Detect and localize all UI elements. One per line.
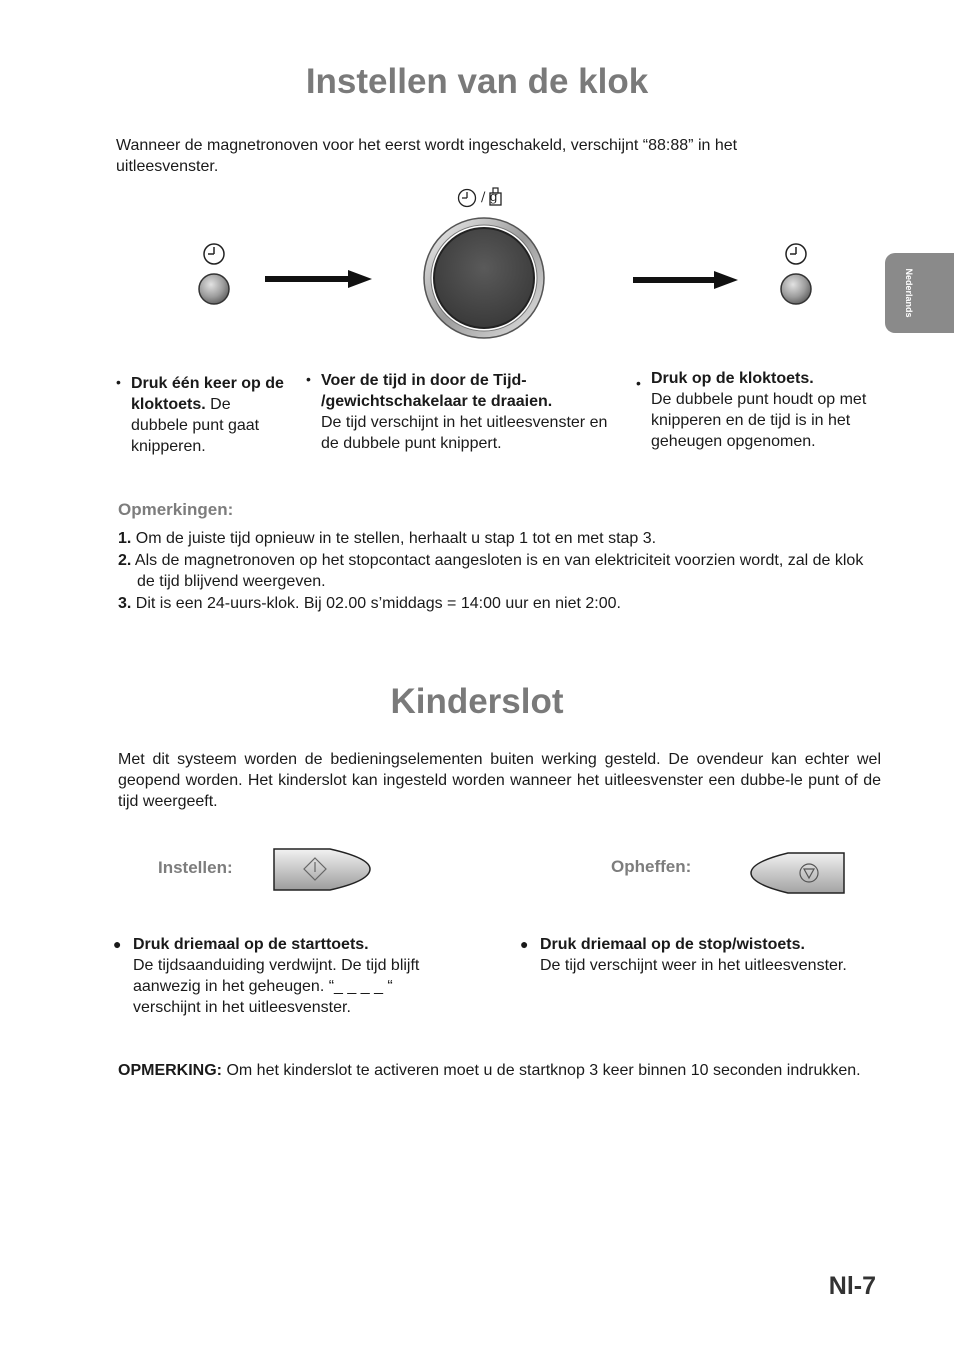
note-item <box>118 528 883 549</box>
clock-step-3-text: De dubbele punt houdt op met knipperen en de tijd is in het geheugen opgenomen. <box>651 391 867 450</box>
note-text: Dit is een 24-uurs-klok. Bij 02.00 s’middags = 14:00 uur en niet 2:00. <box>135 595 621 612</box>
note-number: 1. <box>118 530 132 547</box>
note-item <box>118 593 883 614</box>
stop-button[interactable] <box>748 850 848 896</box>
note-item <box>118 550 883 592</box>
clock-section-title: Instellen van de klok <box>305 62 649 101</box>
clock-step-2-bold: Voer de tijd in door de Tijd- /gewichtschakelaar te draaien. <box>321 372 553 410</box>
clock-icon <box>459 190 476 207</box>
arrow-right-icon <box>633 271 738 289</box>
childlock-note-label: OPMERKING: <box>118 1062 222 1079</box>
time-weight-dial[interactable] <box>424 218 544 338</box>
clock-step-2-text: De tijd verschijnt in het uitleesvenster en de dubbele punt knippert. <box>321 414 608 452</box>
page-number: Nl-7 <box>828 1272 876 1300</box>
childlock-section-title: Kinderslot <box>390 682 564 721</box>
childlock-note <box>118 1060 868 1081</box>
language-tab-label: Nederlands <box>904 268 914 318</box>
clock-button-left[interactable] <box>199 274 229 304</box>
start-button[interactable] <box>272 846 374 894</box>
dial-caption: / g <box>481 190 498 205</box>
clock-intro: Wanneer de magnetronoven voor het eerst wordt ingeschakeld, verschijnt “88:88” in het uitleesvenster. <box>116 137 738 175</box>
set-label: Instellen: <box>158 858 233 877</box>
arrow-right-icon <box>265 270 372 288</box>
clock-step-2: • Voer de tijd in door de Tijd- /gewichtschakelaar te draaien. De tijd verschijnt in het uitleesvenster en de dubbele punt knippert. <box>306 370 616 454</box>
set-step-bold: Druk driemaal op de starttoets. <box>133 936 369 953</box>
note-number: 3. <box>118 595 132 612</box>
cancel-step-text: De tijd verschijnt weer in het uitleesvenster. <box>540 957 847 974</box>
clock-step-1: • Druk één keer op de kloktoets. De dubbele punt gaat knipperen. <box>116 374 284 455</box>
set-step-text: De tijdsaanduiding verdwijnt. De tijd blijft aanwezig in het geheugen. “_ _ _ _ “ verschijnt in het uitleesvenster. <box>133 957 420 1016</box>
clock-step-1-bold: Druk één keer op de kloktoets. <box>131 375 284 413</box>
note-number: 2. <box>118 552 132 569</box>
clock-step-3: • Druk op de kloktoets. De dubbele punt houdt op met knipperen en de tijd is in het geheugen opgenomen. <box>636 368 876 452</box>
clock-setting-diagram <box>0 180 954 350</box>
cancel-label: Opheffen: <box>611 857 692 876</box>
note-text: Als de magnetronoven op het stopcontact aangesloten is en van elektriciteit voorzien wordt, zal de klok de tijd blijvend weergeven. <box>134 552 864 590</box>
cancel-step: ● Druk driemaal op de stop/wistoets. De tijd verschijnt weer in het uitleesvenster. <box>520 934 890 976</box>
clock-icon <box>786 244 806 264</box>
clock-step-3-bold: Druk op de kloktoets. <box>651 370 814 387</box>
clock-icon <box>204 244 224 264</box>
childlock-intro: Met dit systeem worden de bedieningselementen buiten werking gesteld. De ovendeur kan echter wel geopend worden. Het kinderslot kan ingesteld worden wanneer het uitleesvenster een dubbe-le punt of de tijd weergeeft. <box>118 751 881 810</box>
notes-list <box>118 528 883 614</box>
notes-heading: Opmerkingen: <box>118 500 234 519</box>
clock-step-1-text: De dubbele punt gaat knipperen. <box>131 396 260 455</box>
childlock-note-text: Om het kinderslot te activeren moet u de startknop 3 keer binnen 10 seconden indrukken. <box>222 1062 861 1079</box>
note-text: Om de juiste tijd opnieuw in te stellen, herhaalt u stap 1 tot en met stap 3. <box>135 530 657 547</box>
cancel-step-bold: Druk driemaal op de stop/wistoets. <box>540 936 805 953</box>
set-step: ● Druk driemaal op de starttoets. De tijdsaanduiding verdwijnt. De tijd blijft aanwezig in het geheugen. “_ _ _ _ “ verschijnt in het uitleesvenster. <box>113 934 463 1018</box>
clock-button-right[interactable] <box>781 274 811 304</box>
